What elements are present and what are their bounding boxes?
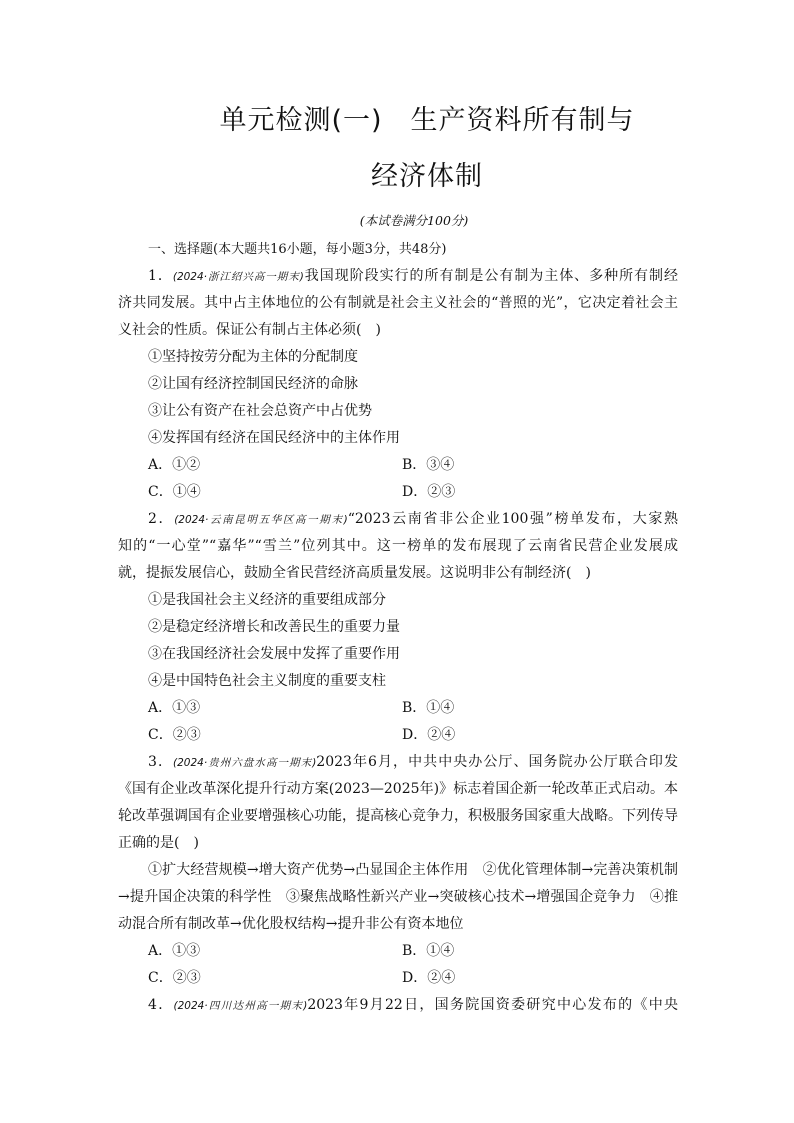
question-number: 3．: [148, 754, 174, 770]
option-a: A．①②: [148, 457, 201, 473]
page-title-line2: 经济体制: [371, 161, 483, 192]
question-source: (2024·云南昆明五华区高一期末): [174, 514, 348, 526]
statement-item: ②让国有经济控制国民经济的命脉: [148, 376, 358, 392]
question-number: 1．: [148, 268, 173, 284]
option-a: A．①③: [148, 943, 201, 959]
question-text: 就，提振发展信心，鼓励全省民营经济高质量发展。这说明非公有制经济( ): [118, 565, 591, 581]
question-3-stem: [118, 749, 678, 776]
question-text: 济共同发展。其中占主体地位的公有制就是社会主义社会的“普照的光”，它决定着社会主: [118, 295, 678, 311]
option-d: D．②③: [402, 484, 456, 500]
question-text: 2023年6月，中共中央办公厅、国务院办公厅联合印发: [316, 754, 678, 770]
question-text: 轮改革强调国有企业要增强核心功能，提高核心竞争力，积极服务国家重大战略。下列传导: [118, 808, 678, 824]
title-unit: 单元检测(一): [219, 105, 383, 136]
statement-item: ③让公有资产在社会总资产中占优势: [148, 403, 372, 419]
chain-statement: 动混合所有制改革→优化股权结构→提升非公有资本地位: [118, 916, 464, 932]
question-source: (2024·四川达州高一期末): [173, 1000, 308, 1012]
question-text: 正确的是( ): [118, 835, 199, 851]
option-c: C．①④: [148, 484, 201, 500]
score-note: (本试卷满分100分): [359, 213, 469, 228]
statement-item: ①是我国社会主义经济的重要组成部分: [148, 592, 386, 608]
answer-options: [118, 695, 678, 722]
question-text: 2023年9月22日，国务院国资委研究中心发布的《中央: [307, 997, 678, 1013]
question-4-stem: [118, 992, 678, 1019]
statement-item: ④发挥国有经济在国民经济中的主体作用: [148, 430, 400, 446]
answer-options: [118, 452, 678, 479]
question-text: 我国现阶段实行的所有制是公有制为主体、多种所有制经: [303, 268, 678, 284]
chain-statement: ①扩大经营规模→增大资产优势→凸显国企主体作用 ②优化管理体制→完善决策机制: [148, 862, 678, 878]
option-c: C．②③: [148, 970, 201, 986]
answer-options: [118, 479, 678, 506]
question-1-stem: [118, 263, 678, 290]
answer-options: [118, 965, 678, 992]
statement-item: ③在我国经济社会发展中发挥了重要作用: [148, 646, 400, 662]
statement-item: ①坚持按劳分配为主体的分配制度: [148, 349, 358, 365]
statement-item: ②是稳定经济增长和改善民生的重要力量: [148, 619, 400, 635]
option-b: B．①④: [402, 943, 455, 959]
exam-content: [118, 236, 678, 1019]
option-a: A．①③: [148, 700, 201, 716]
chain-statement: →提升国企决策的科学性 ③聚焦战略性新兴产业→突破核心技术→增强国企竞争力 ④推: [118, 889, 678, 905]
option-b: B．③④: [402, 457, 455, 473]
question-2-stem: [118, 506, 678, 533]
question-text: “2023云南省非公企业100强”榜单发布，大家熟: [347, 511, 678, 527]
answer-options: [118, 938, 678, 965]
answer-options: [118, 722, 678, 749]
section-heading: 一、选择题(本大题共16小题，每小题3分，共48分): [148, 242, 447, 257]
title-topic: 生产资料所有制与: [410, 105, 635, 136]
option-c: C．②③: [148, 727, 201, 743]
option-d: D．②④: [402, 727, 456, 743]
question-source: (2024·贵州六盘水高一期末): [173, 757, 317, 769]
option-d: D．②④: [402, 970, 456, 986]
question-number: 4．: [148, 997, 174, 1013]
option-b: B．①④: [402, 700, 455, 716]
statement-item: ④是中国特色社会主义制度的重要支柱: [148, 673, 386, 689]
question-number: 2．: [148, 511, 175, 527]
question-text: 知的“一心堂”“嘉华”“雪兰”位列其中。这一榜单的发布展现了云南省民营企业发展成: [118, 538, 678, 554]
question-text: 义社会的性质。保证公有制占主体必须( ): [118, 322, 381, 338]
question-source: (2024·浙江绍兴高一期末): [172, 271, 304, 283]
page-title-line1: [0, 98, 794, 137]
question-text: 《国有企业改革深化提升行动方案(2023—2025年)》标志着国企新一轮改革正式启动。本: [118, 781, 678, 797]
